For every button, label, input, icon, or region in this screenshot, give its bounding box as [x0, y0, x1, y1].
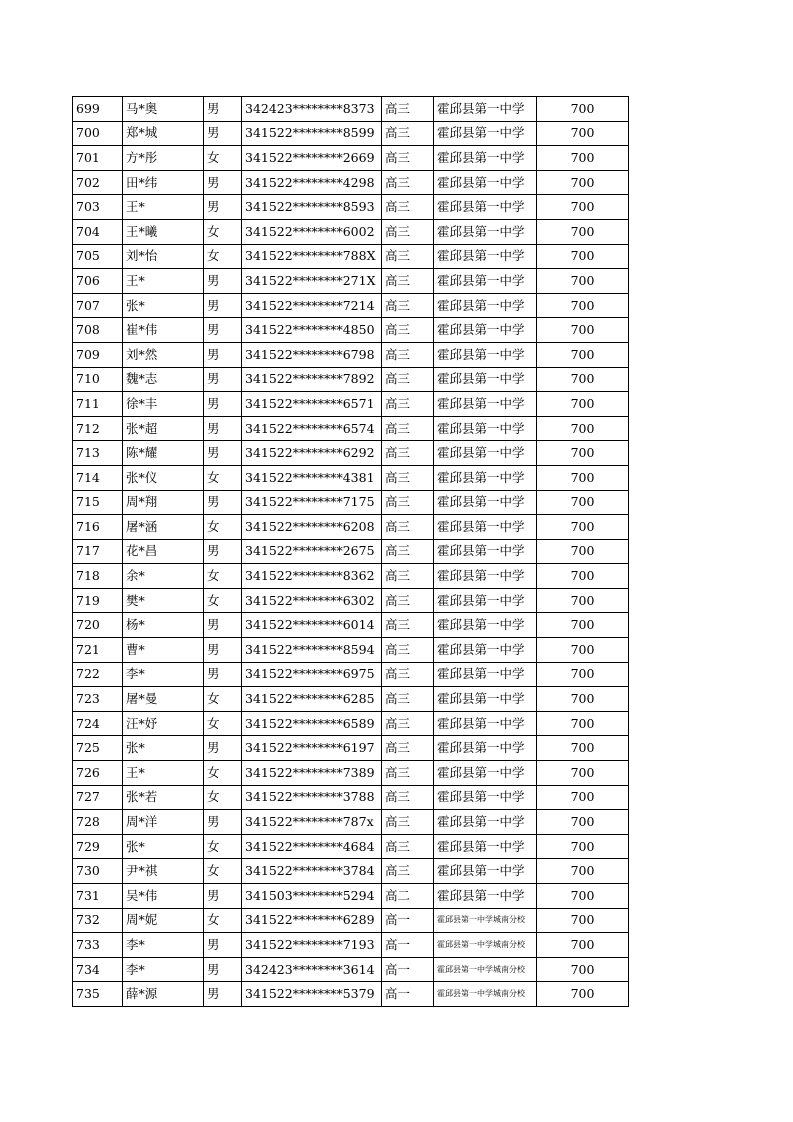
- cell-grade: 高三: [382, 269, 434, 294]
- cell-grade: 高三: [382, 539, 434, 564]
- table-row: [73, 810, 629, 835]
- cell-sex: 男: [204, 662, 242, 687]
- cell-id-number: 341522********2675: [242, 539, 382, 564]
- cell-sex: 女: [204, 219, 242, 244]
- cell-score: 700: [537, 588, 629, 613]
- cell-grade: 高三: [382, 711, 434, 736]
- cell-grade: 高三: [382, 293, 434, 318]
- table-row: [73, 490, 629, 515]
- cell-number: 703: [73, 195, 123, 220]
- cell-grade: 高三: [382, 367, 434, 392]
- cell-score: 700: [537, 711, 629, 736]
- cell-number: 699: [73, 97, 123, 122]
- cell-name: 陈*耀: [123, 441, 204, 466]
- cell-grade: 高三: [382, 392, 434, 417]
- cell-grade: 高三: [382, 490, 434, 515]
- cell-school: 霍邱县第一中学: [434, 515, 537, 540]
- table-row: [73, 465, 629, 490]
- cell-sex: 女: [204, 908, 242, 933]
- cell-id-number: 341522********7892: [242, 367, 382, 392]
- cell-grade: 高一: [382, 908, 434, 933]
- cell-sex: 男: [204, 318, 242, 343]
- cell-id-number: 342423********3614: [242, 957, 382, 982]
- cell-id-number: 341522********787x: [242, 810, 382, 835]
- table-row: [73, 342, 629, 367]
- cell-name: 余*: [123, 564, 204, 589]
- table-row: [73, 318, 629, 343]
- table-row: [73, 146, 629, 171]
- cell-sex: 男: [204, 97, 242, 122]
- cell-score: 700: [537, 933, 629, 958]
- cell-id-number: 341522********2669: [242, 146, 382, 171]
- cell-sex: 男: [204, 416, 242, 441]
- cell-name: 周*翔: [123, 490, 204, 515]
- cell-name: 方*彤: [123, 146, 204, 171]
- cell-score: 700: [537, 908, 629, 933]
- cell-score: 700: [537, 342, 629, 367]
- cell-number: 720: [73, 613, 123, 638]
- cell-grade: 高三: [382, 638, 434, 663]
- cell-sex: 女: [204, 711, 242, 736]
- cell-id-number: 341522********6208: [242, 515, 382, 540]
- cell-name: 张*: [123, 736, 204, 761]
- cell-score: 700: [537, 834, 629, 859]
- cell-name: 汪*妤: [123, 711, 204, 736]
- cell-name: 田*纬: [123, 170, 204, 195]
- cell-name: 张*仪: [123, 465, 204, 490]
- cell-sex: 男: [204, 613, 242, 638]
- cell-name: 周*洋: [123, 810, 204, 835]
- table-row: [73, 834, 629, 859]
- cell-sex: 男: [204, 367, 242, 392]
- cell-school: 霍邱县第一中学: [434, 834, 537, 859]
- cell-grade: 高三: [382, 859, 434, 884]
- cell-sex: 女: [204, 564, 242, 589]
- cell-name: 王*: [123, 269, 204, 294]
- cell-id-number: 341503********5294: [242, 884, 382, 909]
- cell-sex: 女: [204, 687, 242, 712]
- cell-school: 霍邱县第一中学: [434, 293, 537, 318]
- cell-school: 霍邱县第一中学: [434, 539, 537, 564]
- cell-school: 霍邱县第一中学: [434, 687, 537, 712]
- cell-grade: 高三: [382, 195, 434, 220]
- cell-id-number: 341522********7389: [242, 761, 382, 786]
- cell-grade: 高三: [382, 785, 434, 810]
- cell-score: 700: [537, 810, 629, 835]
- table-row: [73, 564, 629, 589]
- cell-name: 崔*伟: [123, 318, 204, 343]
- cell-number: 717: [73, 539, 123, 564]
- table-row: [73, 441, 629, 466]
- table-row: [73, 588, 629, 613]
- cell-id-number: 341522********6197: [242, 736, 382, 761]
- cell-name: 屠*曼: [123, 687, 204, 712]
- cell-id-number: 341522********6574: [242, 416, 382, 441]
- cell-score: 700: [537, 539, 629, 564]
- cell-score: 700: [537, 392, 629, 417]
- cell-grade: 高三: [382, 219, 434, 244]
- cell-sex: 男: [204, 638, 242, 663]
- cell-number: 702: [73, 170, 123, 195]
- table-row: [73, 761, 629, 786]
- cell-sex: 女: [204, 785, 242, 810]
- cell-sex: 男: [204, 736, 242, 761]
- cell-score: 700: [537, 269, 629, 294]
- cell-score: 700: [537, 564, 629, 589]
- cell-number: 706: [73, 269, 123, 294]
- cell-sex: 男: [204, 392, 242, 417]
- cell-id-number: 341522********6589: [242, 711, 382, 736]
- table-row: [73, 613, 629, 638]
- cell-sex: 女: [204, 761, 242, 786]
- cell-name: 王*: [123, 761, 204, 786]
- table-row: [73, 859, 629, 884]
- cell-school: 霍邱县第一中学: [434, 367, 537, 392]
- cell-school: 霍邱县第一中学: [434, 638, 537, 663]
- cell-grade: 高三: [382, 761, 434, 786]
- cell-school: 霍邱县第一中学: [434, 416, 537, 441]
- cell-id-number: 341522********6975: [242, 662, 382, 687]
- cell-name: 尹*祺: [123, 859, 204, 884]
- cell-sex: 男: [204, 982, 242, 1007]
- cell-score: 700: [537, 687, 629, 712]
- cell-sex: 女: [204, 588, 242, 613]
- table-row: [73, 416, 629, 441]
- cell-school: 霍邱县第一中学: [434, 859, 537, 884]
- cell-school: 霍邱县第一中学: [434, 219, 537, 244]
- cell-score: 700: [537, 736, 629, 761]
- table-row: [73, 219, 629, 244]
- cell-grade: 高三: [382, 613, 434, 638]
- cell-grade: 高三: [382, 244, 434, 269]
- cell-grade: 高三: [382, 687, 434, 712]
- cell-name: 杨*: [123, 613, 204, 638]
- cell-name: 马*奥: [123, 97, 204, 122]
- cell-school: 霍邱县第一中学: [434, 564, 537, 589]
- roster-body: [73, 97, 629, 1007]
- cell-school: 霍邱县第一中学城南分校: [434, 957, 537, 982]
- cell-number: 732: [73, 908, 123, 933]
- cell-sex: 男: [204, 293, 242, 318]
- cell-name: 张*: [123, 293, 204, 318]
- cell-name: 刘*然: [123, 342, 204, 367]
- cell-score: 700: [537, 859, 629, 884]
- cell-sex: 男: [204, 539, 242, 564]
- cell-grade: 高三: [382, 318, 434, 343]
- cell-grade: 高一: [382, 957, 434, 982]
- cell-sex: 男: [204, 884, 242, 909]
- cell-id-number: 341522********6285: [242, 687, 382, 712]
- cell-school: 霍邱县第一中学城南分校: [434, 908, 537, 933]
- cell-number: 718: [73, 564, 123, 589]
- cell-sex: 女: [204, 515, 242, 540]
- cell-score: 700: [537, 293, 629, 318]
- cell-school: 霍邱县第一中学: [434, 195, 537, 220]
- cell-number: 721: [73, 638, 123, 663]
- cell-number: 710: [73, 367, 123, 392]
- cell-id-number: 341522********8362: [242, 564, 382, 589]
- table-row: [73, 392, 629, 417]
- cell-number: 714: [73, 465, 123, 490]
- cell-school: 霍邱县第一中学: [434, 170, 537, 195]
- cell-score: 700: [537, 957, 629, 982]
- cell-number: 716: [73, 515, 123, 540]
- cell-id-number: 341522********6002: [242, 219, 382, 244]
- cell-name: 王*曦: [123, 219, 204, 244]
- cell-number: 712: [73, 416, 123, 441]
- cell-number: 727: [73, 785, 123, 810]
- cell-name: 吴*伟: [123, 884, 204, 909]
- cell-grade: 高三: [382, 588, 434, 613]
- cell-score: 700: [537, 982, 629, 1007]
- cell-name: 樊*: [123, 588, 204, 613]
- cell-score: 700: [537, 515, 629, 540]
- cell-grade: 高三: [382, 342, 434, 367]
- cell-number: 731: [73, 884, 123, 909]
- cell-number: 719: [73, 588, 123, 613]
- table-row: [73, 662, 629, 687]
- cell-name: 王*: [123, 195, 204, 220]
- cell-school: 霍邱县第一中学: [434, 342, 537, 367]
- cell-number: 722: [73, 662, 123, 687]
- cell-score: 700: [537, 613, 629, 638]
- cell-id-number: 341522********4298: [242, 170, 382, 195]
- cell-id-number: 341522********5379: [242, 982, 382, 1007]
- cell-score: 700: [537, 441, 629, 466]
- cell-grade: 高三: [382, 441, 434, 466]
- cell-sex: 男: [204, 269, 242, 294]
- cell-grade: 高三: [382, 146, 434, 171]
- cell-grade: 高三: [382, 465, 434, 490]
- cell-number: 701: [73, 146, 123, 171]
- cell-id-number: 342423********8373: [242, 97, 382, 122]
- cell-score: 700: [537, 662, 629, 687]
- cell-number: 705: [73, 244, 123, 269]
- cell-school: 霍邱县第一中学: [434, 884, 537, 909]
- cell-score: 700: [537, 121, 629, 146]
- cell-school: 霍邱县第一中学: [434, 244, 537, 269]
- cell-number: 735: [73, 982, 123, 1007]
- table-row: [73, 711, 629, 736]
- cell-id-number: 341522********3784: [242, 859, 382, 884]
- cell-score: 700: [537, 638, 629, 663]
- cell-score: 700: [537, 219, 629, 244]
- cell-school: 霍邱县第一中学: [434, 490, 537, 515]
- cell-number: 725: [73, 736, 123, 761]
- table-row: [73, 908, 629, 933]
- student-roster-table: [72, 96, 629, 1007]
- cell-name: 李*: [123, 957, 204, 982]
- cell-sex: 女: [204, 244, 242, 269]
- cell-number: 711: [73, 392, 123, 417]
- cell-grade: 高三: [382, 121, 434, 146]
- cell-grade: 高三: [382, 97, 434, 122]
- cell-number: 704: [73, 219, 123, 244]
- table-row: [73, 269, 629, 294]
- cell-school: 霍邱县第一中学: [434, 785, 537, 810]
- cell-name: 徐*丰: [123, 392, 204, 417]
- cell-id-number: 341522********8594: [242, 638, 382, 663]
- cell-grade: 高一: [382, 982, 434, 1007]
- cell-number: 728: [73, 810, 123, 835]
- cell-id-number: 341522********4850: [242, 318, 382, 343]
- cell-grade: 高三: [382, 834, 434, 859]
- cell-score: 700: [537, 170, 629, 195]
- cell-school: 霍邱县第一中学: [434, 613, 537, 638]
- cell-id-number: 341522********271X: [242, 269, 382, 294]
- cell-sex: 男: [204, 441, 242, 466]
- cell-number: 700: [73, 121, 123, 146]
- cell-id-number: 341522********6014: [242, 613, 382, 638]
- cell-name: 李*: [123, 933, 204, 958]
- cell-grade: 高三: [382, 736, 434, 761]
- cell-number: 708: [73, 318, 123, 343]
- cell-number: 715: [73, 490, 123, 515]
- cell-number: 729: [73, 834, 123, 859]
- cell-score: 700: [537, 97, 629, 122]
- cell-score: 700: [537, 195, 629, 220]
- cell-id-number: 341522********8599: [242, 121, 382, 146]
- cell-number: 734: [73, 957, 123, 982]
- cell-school: 霍邱县第一中学: [434, 761, 537, 786]
- cell-sex: 男: [204, 170, 242, 195]
- cell-name: 张*: [123, 834, 204, 859]
- cell-name: 屠*涵: [123, 515, 204, 540]
- table-row: [73, 982, 629, 1007]
- cell-sex: 男: [204, 121, 242, 146]
- cell-school: 霍邱县第一中学: [434, 269, 537, 294]
- cell-school: 霍邱县第一中学城南分校: [434, 982, 537, 1007]
- cell-school: 霍邱县第一中学: [434, 736, 537, 761]
- cell-sex: 男: [204, 957, 242, 982]
- cell-id-number: 341522********4381: [242, 465, 382, 490]
- table-row: [73, 195, 629, 220]
- cell-id-number: 341522********4684: [242, 834, 382, 859]
- cell-sex: 女: [204, 146, 242, 171]
- cell-id-number: 341522********6571: [242, 392, 382, 417]
- cell-id-number: 341522********7175: [242, 490, 382, 515]
- cell-score: 700: [537, 318, 629, 343]
- cell-number: 733: [73, 933, 123, 958]
- cell-school: 霍邱县第一中学: [434, 588, 537, 613]
- table-row: [73, 244, 629, 269]
- cell-name: 李*: [123, 662, 204, 687]
- table-row: [73, 97, 629, 122]
- table-row: [73, 933, 629, 958]
- cell-school: 霍邱县第一中学: [434, 392, 537, 417]
- cell-id-number: 341522********788X: [242, 244, 382, 269]
- cell-score: 700: [537, 785, 629, 810]
- table-row: [73, 170, 629, 195]
- cell-sex: 女: [204, 834, 242, 859]
- cell-number: 723: [73, 687, 123, 712]
- cell-school: 霍邱县第一中学: [434, 441, 537, 466]
- cell-grade: 高三: [382, 662, 434, 687]
- table-row: [73, 957, 629, 982]
- cell-grade: 高三: [382, 810, 434, 835]
- cell-sex: 男: [204, 490, 242, 515]
- cell-name: 薛*源: [123, 982, 204, 1007]
- cell-school: 霍邱县第一中学: [434, 121, 537, 146]
- table-row: [73, 884, 629, 909]
- cell-score: 700: [537, 761, 629, 786]
- cell-name: 张*若: [123, 785, 204, 810]
- cell-name: 魏*志: [123, 367, 204, 392]
- table-row: [73, 785, 629, 810]
- cell-grade: 高三: [382, 170, 434, 195]
- cell-number: 730: [73, 859, 123, 884]
- cell-id-number: 341522********6289: [242, 908, 382, 933]
- cell-sex: 男: [204, 342, 242, 367]
- table-row: [73, 367, 629, 392]
- table-row: [73, 687, 629, 712]
- cell-school: 霍邱县第一中学城南分校: [434, 933, 537, 958]
- cell-school: 霍邱县第一中学: [434, 146, 537, 171]
- cell-score: 700: [537, 244, 629, 269]
- table-row: [73, 736, 629, 761]
- cell-name: 曹*: [123, 638, 204, 663]
- cell-grade: 高三: [382, 564, 434, 589]
- cell-grade: 高三: [382, 515, 434, 540]
- cell-sex: 女: [204, 465, 242, 490]
- cell-score: 700: [537, 367, 629, 392]
- cell-school: 霍邱县第一中学: [434, 711, 537, 736]
- cell-name: 周*妮: [123, 908, 204, 933]
- cell-number: 724: [73, 711, 123, 736]
- cell-id-number: 341522********8593: [242, 195, 382, 220]
- cell-name: 花*昌: [123, 539, 204, 564]
- cell-number: 709: [73, 342, 123, 367]
- cell-grade: 高三: [382, 416, 434, 441]
- cell-grade: 高二: [382, 884, 434, 909]
- table-row: [73, 293, 629, 318]
- cell-number: 713: [73, 441, 123, 466]
- cell-id-number: 341522********7193: [242, 933, 382, 958]
- cell-school: 霍邱县第一中学: [434, 97, 537, 122]
- cell-id-number: 341522********6292: [242, 441, 382, 466]
- cell-grade: 高一: [382, 933, 434, 958]
- cell-id-number: 341522********6302: [242, 588, 382, 613]
- cell-id-number: 341522********3788: [242, 785, 382, 810]
- cell-sex: 男: [204, 195, 242, 220]
- cell-id-number: 341522********6798: [242, 342, 382, 367]
- cell-score: 700: [537, 146, 629, 171]
- table-row: [73, 515, 629, 540]
- cell-name: 刘*怡: [123, 244, 204, 269]
- cell-number: 726: [73, 761, 123, 786]
- table-row: [73, 121, 629, 146]
- cell-name: 张*超: [123, 416, 204, 441]
- cell-number: 707: [73, 293, 123, 318]
- cell-school: 霍邱县第一中学: [434, 318, 537, 343]
- cell-sex: 男: [204, 810, 242, 835]
- cell-score: 700: [537, 465, 629, 490]
- cell-id-number: 341522********7214: [242, 293, 382, 318]
- cell-sex: 女: [204, 859, 242, 884]
- cell-score: 700: [537, 490, 629, 515]
- cell-sex: 男: [204, 933, 242, 958]
- cell-score: 700: [537, 416, 629, 441]
- cell-school: 霍邱县第一中学: [434, 662, 537, 687]
- cell-name: 郑*城: [123, 121, 204, 146]
- cell-score: 700: [537, 884, 629, 909]
- table-row: [73, 638, 629, 663]
- cell-school: 霍邱县第一中学: [434, 810, 537, 835]
- cell-school: 霍邱县第一中学: [434, 465, 537, 490]
- table-row: [73, 539, 629, 564]
